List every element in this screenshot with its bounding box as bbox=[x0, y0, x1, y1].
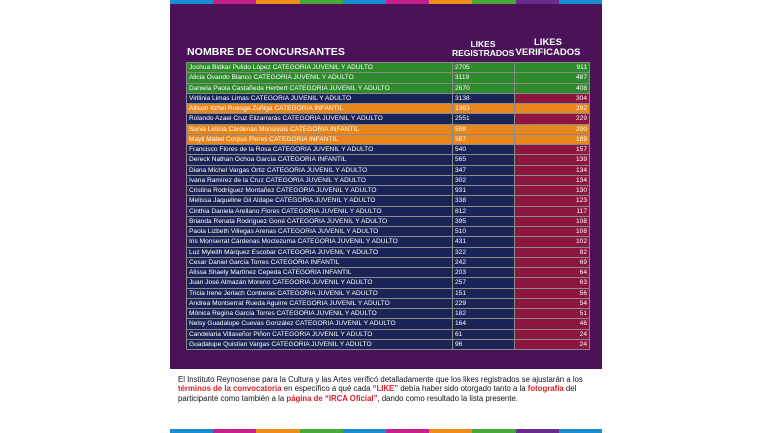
contestant-row bbox=[187, 114, 590, 124]
likes-registered-value: 257 bbox=[453, 278, 515, 288]
contestant-row bbox=[187, 257, 590, 267]
stripe-segment bbox=[213, 429, 256, 433]
contestant-row bbox=[187, 155, 590, 165]
likes-registered-value: 322 bbox=[453, 247, 515, 257]
likes-verified-value: 292 bbox=[515, 104, 590, 114]
contestant-name: Daniela Paola Castañeda Herbert CATEGORIA JUVENIL Y ADULTO bbox=[187, 83, 453, 93]
contestant-name: Cesar Daniel García Torres CATEGORIA INFANTIL bbox=[187, 257, 453, 267]
likes-registered-value: 3119 bbox=[453, 73, 515, 83]
contestant-name: Mayli Mabel Corpus Flores CATEGORIA INFANTIL bbox=[187, 134, 453, 144]
contestant-name: Cristina Rodríguez Montañez CATEGORIA JUVENIL Y ADULTO bbox=[187, 186, 453, 196]
likes-registered-value: 164 bbox=[453, 319, 515, 329]
likes-registered-value: 2705 bbox=[453, 63, 515, 73]
contestant-row bbox=[187, 196, 590, 206]
likes-registered-header bbox=[452, 40, 514, 58]
likes-verified-value: 304 bbox=[515, 93, 590, 103]
contestant-row bbox=[187, 145, 590, 155]
likes-registered-value: 540 bbox=[453, 145, 515, 155]
likes-registered-value: 565 bbox=[453, 155, 515, 165]
contestant-row bbox=[187, 339, 590, 349]
likes-verified-value: 108 bbox=[515, 216, 590, 226]
contestant-row bbox=[187, 278, 590, 288]
likes-verified-value: 51 bbox=[515, 309, 590, 319]
likes-registered-value: 588 bbox=[453, 124, 515, 134]
contestant-row bbox=[187, 73, 590, 83]
contestant-name: Cinthia Daniela Arellano Flores CATEGORIA JUVENIL Y ADULTO bbox=[187, 206, 453, 216]
contestants-table bbox=[186, 62, 590, 350]
stripe-segment bbox=[516, 0, 559, 4]
likes-registered-value: 812 bbox=[453, 206, 515, 216]
stripe-segment bbox=[516, 429, 559, 433]
note-text-3: debía haber sido otorgado tanto a la bbox=[398, 384, 528, 394]
likes-registered-label-line1: LIKES bbox=[470, 39, 496, 49]
likes-registered-value: 242 bbox=[453, 257, 515, 267]
likes-registered-value: 96 bbox=[453, 339, 515, 349]
stripe-segment bbox=[256, 429, 299, 433]
likes-registered-value: 302 bbox=[453, 175, 515, 185]
likes-verified-value: 157 bbox=[515, 145, 590, 155]
likes-registered-value: 431 bbox=[453, 237, 515, 247]
likes-registered-value: 1363 bbox=[453, 104, 515, 114]
likes-registered-value: 395 bbox=[453, 216, 515, 226]
likes-registered-value: 510 bbox=[453, 227, 515, 237]
contestant-name: Diana Michel Vargas Ortiz CATEGORIA JUVENIL Y ADULTO bbox=[187, 165, 453, 175]
contestant-name: Luz Myleith Márquez Escobar CATEGORIA JUVENIL Y ADULTO bbox=[187, 247, 453, 257]
likes-verified-value: 56 bbox=[515, 288, 590, 298]
contestant-row bbox=[187, 319, 590, 329]
bottom-color-stripe bbox=[170, 429, 602, 433]
stripe-segment bbox=[559, 429, 602, 433]
stripe-segment bbox=[429, 0, 472, 4]
contestant-row bbox=[187, 165, 590, 175]
contestant-name: Mónica Regina García Torres CATEGORIA JUVENIL Y ADULTO bbox=[187, 309, 453, 319]
contestant-name: Guadalupe Quistian Vargas CATEGORIA JUVENIL Y ADULTO bbox=[187, 339, 453, 349]
stripe-segment bbox=[559, 0, 602, 4]
contestant-row bbox=[187, 206, 590, 216]
contestant-row bbox=[187, 83, 590, 93]
contestant-name: Tricia Irene Jerlach Contreras CATEGORIA JUVENIL Y ADULTO bbox=[187, 288, 453, 298]
contestant-name: Brianda Renata Rodríguez Goné CATEGORIA JUVENIL Y ADULTO bbox=[187, 216, 453, 226]
likes-verified-value: 123 bbox=[515, 196, 590, 206]
note-convocatoria-terms: términos de la convocatoria bbox=[178, 384, 282, 394]
stripe-segment bbox=[300, 429, 343, 433]
likes-registered-value: 2670 bbox=[453, 83, 515, 93]
contestant-name: Nelsy Guadalupe Cuevas González CATEGORIA JUVENIL Y ADULTO bbox=[187, 319, 453, 329]
contestant-name: Dereck Nathan Ochoa García CATEGORIA INFANTIL bbox=[187, 155, 453, 165]
likes-registered-label-line2: REGISTRADOS bbox=[452, 48, 515, 58]
stripe-segment bbox=[386, 0, 429, 4]
contestant-row bbox=[187, 93, 590, 103]
stripe-segment bbox=[472, 0, 515, 4]
stripe-segment bbox=[386, 429, 429, 433]
contestant-name: Rolando Azael Cruz Elizarrarás CATEGORIA JUVENIL Y ADULTO bbox=[187, 114, 453, 124]
likes-registered-value: 3138 bbox=[453, 93, 515, 103]
likes-verified-value: 64 bbox=[515, 268, 590, 278]
likes-verified-value: 134 bbox=[515, 175, 590, 185]
contestant-row bbox=[187, 298, 590, 308]
contestant-row bbox=[187, 237, 590, 247]
contestant-name: Andrea Montserrat Rueda Aguirre CATEGORIA JUVENIL Y ADULTO bbox=[187, 298, 453, 308]
likes-registered-value: 229 bbox=[453, 298, 515, 308]
contestant-row bbox=[187, 63, 590, 73]
note-page-highlight: página de “IRCA Oficial” bbox=[286, 393, 378, 403]
likes-verified-label-line2: VERIFICADOS bbox=[515, 47, 581, 58]
contestant-row bbox=[187, 247, 590, 257]
likes-registered-value: 2551 bbox=[453, 114, 515, 124]
likes-verified-value: 63 bbox=[515, 278, 590, 288]
contestant-row bbox=[187, 186, 590, 196]
contestant-row bbox=[187, 309, 590, 319]
contestant-row bbox=[187, 288, 590, 298]
verification-note bbox=[170, 369, 602, 431]
stripe-segment bbox=[472, 429, 515, 433]
contestant-row bbox=[187, 329, 590, 339]
stripe-segment bbox=[170, 429, 213, 433]
likes-verified-value: 229 bbox=[515, 114, 590, 124]
results-poster bbox=[170, 0, 602, 433]
contestant-name: Virllinia Limas Limas CATEGORIA JUVENIL Y ADULTO bbox=[187, 93, 453, 103]
note-text-4: del participante como también a la bbox=[178, 384, 577, 403]
likes-registered-value: 338 bbox=[453, 196, 515, 206]
likes-verified-value: 46 bbox=[515, 319, 590, 329]
likes-verified-value: 408 bbox=[515, 83, 590, 93]
contestant-name: Paola Lizbeth Villegas Arenas CATEGORIA JUVENIL Y ADULTO bbox=[187, 227, 453, 237]
stripe-segment bbox=[429, 429, 472, 433]
likes-verified-value: 117 bbox=[515, 206, 590, 216]
contestant-row bbox=[187, 227, 590, 237]
stripe-segment bbox=[256, 0, 299, 4]
likes-registered-value: 931 bbox=[453, 186, 515, 196]
contestant-name: Ivana Ramírez de la Cruz CATEGORIA JUVENIL Y ADULTO bbox=[187, 175, 453, 185]
likes-verified-value: 69 bbox=[515, 257, 590, 267]
likes-verified-value: 54 bbox=[515, 298, 590, 308]
note-photo-highlight: fotografía bbox=[527, 384, 564, 394]
likes-verified-value: 200 bbox=[515, 124, 590, 134]
contestants-heading: NOMBRE DE CONCURSANTES bbox=[187, 46, 345, 58]
likes-verified-value: 130 bbox=[515, 186, 590, 196]
note-text-5: , dando como resultado la lista presente. bbox=[377, 393, 518, 403]
likes-verified-header bbox=[513, 38, 583, 58]
contestant-row bbox=[187, 134, 590, 144]
top-color-stripe bbox=[170, 0, 602, 4]
contestant-row bbox=[187, 124, 590, 134]
likes-verified-value: 911 bbox=[515, 63, 590, 73]
stripe-segment bbox=[213, 0, 256, 4]
contestant-row bbox=[187, 216, 590, 226]
likes-verified-value: 189 bbox=[515, 134, 590, 144]
likes-verified-label-line1: LIKES bbox=[534, 37, 562, 48]
contestant-row bbox=[187, 104, 590, 114]
contestant-name: Melissa Jaqueline Gil Aldape CATEGORIA JUVENIL Y ADULTO bbox=[187, 196, 453, 206]
likes-registered-value: 587 bbox=[453, 134, 515, 144]
likes-verified-value: 24 bbox=[515, 329, 590, 339]
stripe-segment bbox=[343, 0, 386, 4]
likes-verified-value: 82 bbox=[515, 247, 590, 257]
likes-verified-value: 139 bbox=[515, 155, 590, 165]
likes-registered-value: 203 bbox=[453, 268, 515, 278]
contestant-row bbox=[187, 268, 590, 278]
likes-verified-value: 487 bbox=[515, 73, 590, 83]
contestant-name: Alissa Shaely Martínez Cepeda CATEGORIA INFANTIL bbox=[187, 268, 453, 278]
contestant-name: Allison Itzhel Ruesga Zuñiga CATEGORIA INFANTIL bbox=[187, 104, 453, 114]
stripe-segment bbox=[343, 429, 386, 433]
likes-registered-value: 182 bbox=[453, 309, 515, 319]
likes-verified-value: 108 bbox=[515, 227, 590, 237]
likes-registered-value: 61 bbox=[453, 329, 515, 339]
contestant-name: Joshua Bidkar Pulido López CATEGORIA JUVENIL Y ADULTO bbox=[187, 63, 453, 73]
likes-verified-value: 24 bbox=[515, 339, 590, 349]
likes-registered-value: 151 bbox=[453, 288, 515, 298]
contestant-name: Sonia Leticia Cárdenas Monsivais CATEGORIA INFANTIL bbox=[187, 124, 453, 134]
contestant-name: Alicia Ovando Blanco CATEGORIA JUVENIL Y ADULTO bbox=[187, 73, 453, 83]
note-text-1: El Instituto Reynosense para la Cultura y las Artes verificó detalladamente que los likes registrados se ajustarán a los bbox=[178, 375, 583, 384]
stripe-segment bbox=[300, 0, 343, 4]
contestant-name: Candelaria Villaseñor Piñon CATEGORIA JUVENIL Y ADULTO bbox=[187, 329, 453, 339]
contestant-row bbox=[187, 175, 590, 185]
likes-verified-value: 102 bbox=[515, 237, 590, 247]
note-like-highlight: “LIKE” bbox=[372, 384, 399, 394]
contestant-name: Francisco Flores de la Rosa CATEGORIA JUVENIL Y ADULTO bbox=[187, 145, 453, 155]
likes-registered-value: 347 bbox=[453, 165, 515, 175]
contestant-name: Iris Monserrat Cárdenas Moctezuma CATEGORIA JUVENIL Y ADULTO bbox=[187, 237, 453, 247]
note-text-2: en específico a qué cada bbox=[281, 384, 373, 394]
stripe-segment bbox=[170, 0, 213, 4]
contestant-name: Juan José Almazán Moreno CATEGORIA JUVENIL Y ADULTO bbox=[187, 278, 453, 288]
contestants-table-body bbox=[187, 63, 590, 350]
likes-verified-value: 134 bbox=[515, 165, 590, 175]
